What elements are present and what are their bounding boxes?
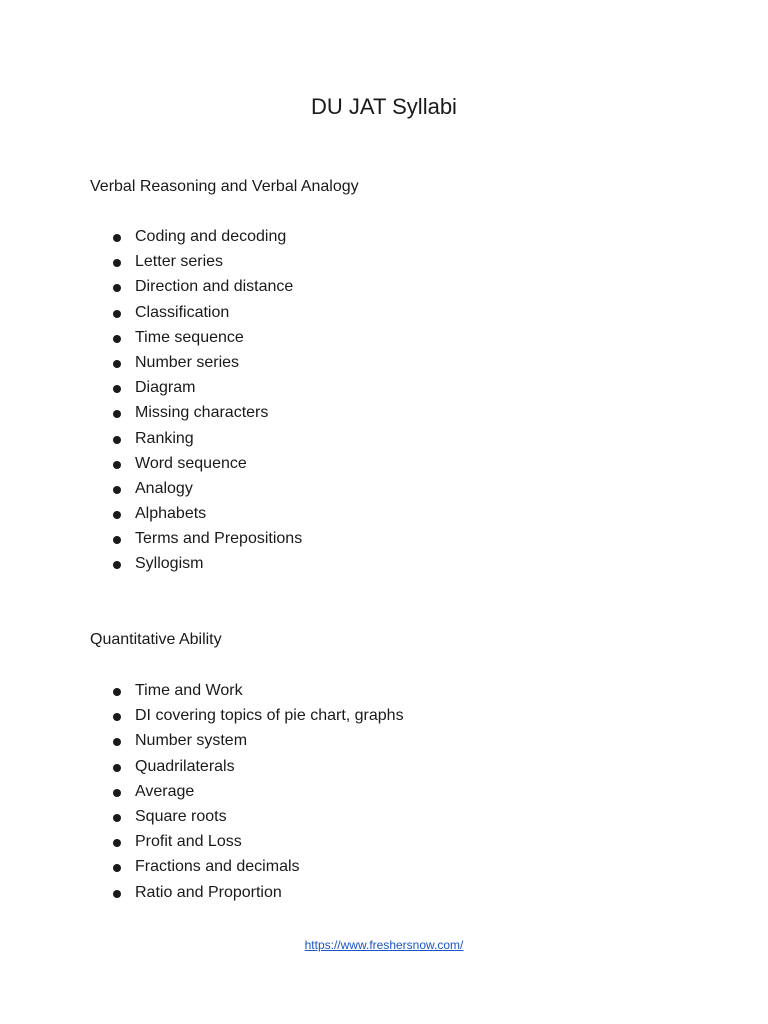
- bullet-icon: [113, 713, 121, 721]
- list-item: [0, 705, 404, 730]
- list-item: [0, 503, 302, 528]
- bullet-icon: [113, 814, 121, 822]
- bullet-icon: [113, 259, 121, 267]
- list-item-label: Average: [135, 782, 195, 800]
- list-item: [0, 856, 404, 881]
- list-item-label: Quadrilaterals: [135, 757, 235, 775]
- bullet-icon: [113, 436, 121, 444]
- list-item: [0, 428, 302, 453]
- list-item: [0, 352, 302, 377]
- bullet-icon: [113, 839, 121, 847]
- list-item: [0, 806, 404, 831]
- bullet-icon: [113, 864, 121, 872]
- quantitative-ability-topic-list: [0, 680, 404, 907]
- bullet-icon: [113, 536, 121, 544]
- footer-source-link[interactable]: https://www.freshersnow.com/: [304, 938, 464, 952]
- bullet-icon: [113, 410, 121, 418]
- list-item: [0, 251, 302, 276]
- list-item-label: Number series: [135, 353, 240, 371]
- bullet-icon: [113, 764, 121, 772]
- bullet-icon: [113, 284, 121, 292]
- bullet-icon: [113, 890, 121, 898]
- bullet-icon: [113, 234, 121, 242]
- list-item-label: Fractions and decimals: [135, 858, 300, 876]
- list-item-label: Ratio and Proportion: [135, 883, 282, 901]
- bullet-icon: [113, 789, 121, 797]
- list-item-label: Time and Work: [135, 682, 243, 699]
- list-item-label: Coding and decoding: [135, 228, 287, 245]
- list-item: [0, 478, 302, 503]
- bullet-icon: [113, 385, 121, 393]
- list-item-label: Number system: [135, 732, 248, 750]
- list-item: [0, 781, 404, 806]
- list-item-label: Classification: [135, 303, 230, 321]
- bullet-icon: [113, 335, 121, 343]
- list-item-label: Terms and Prepositions: [135, 530, 303, 548]
- list-item-label: Letter series: [135, 253, 224, 271]
- list-item-label: Time sequence: [135, 328, 244, 346]
- bullet-icon: [113, 561, 121, 569]
- footer: [0, 937, 768, 953]
- list-item-label: Syllogism: [135, 555, 204, 573]
- list-item: [0, 327, 302, 352]
- list-item-label: Analogy: [135, 479, 193, 497]
- document-title: DU JAT Syllabi: [311, 94, 457, 119]
- verbal-reasoning-topic-list: [0, 226, 302, 579]
- list-item: [0, 453, 302, 478]
- list-item-label: DI covering topics of pie chart, graphs: [135, 707, 404, 725]
- list-item-label: Word sequence: [135, 454, 247, 472]
- list-item: [0, 831, 404, 856]
- list-item-label: Missing characters: [135, 404, 269, 422]
- bullet-icon: [113, 360, 121, 368]
- list-item-label: Direction and distance: [135, 278, 294, 296]
- list-item-label: Ranking: [135, 429, 194, 447]
- list-item: [0, 553, 302, 578]
- list-item: [0, 680, 404, 705]
- bullet-icon: [113, 688, 121, 696]
- list-item: [0, 882, 404, 907]
- list-item-label: Alphabets: [135, 505, 207, 523]
- list-item: [0, 302, 302, 327]
- list-item: [0, 377, 302, 402]
- bullet-icon: [113, 511, 121, 519]
- list-item: [0, 402, 302, 427]
- bullet-icon: [113, 738, 121, 746]
- list-item: [0, 528, 302, 553]
- bullet-icon: [113, 461, 121, 469]
- section-heading-verbal-reasoning: Verbal Reasoning and Verbal Analogy: [90, 178, 359, 195]
- list-item-label: Diagram: [135, 379, 196, 397]
- section-heading-quantitative-ability: Quantitative Ability: [90, 631, 222, 648]
- list-item-label: Profit and Loss: [135, 833, 242, 851]
- bullet-icon: [113, 310, 121, 318]
- list-item: [0, 756, 404, 781]
- list-item: [0, 276, 302, 301]
- bullet-icon: [113, 486, 121, 494]
- list-item: [0, 730, 404, 755]
- list-item: [0, 226, 302, 251]
- list-item-label: Square roots: [135, 807, 227, 825]
